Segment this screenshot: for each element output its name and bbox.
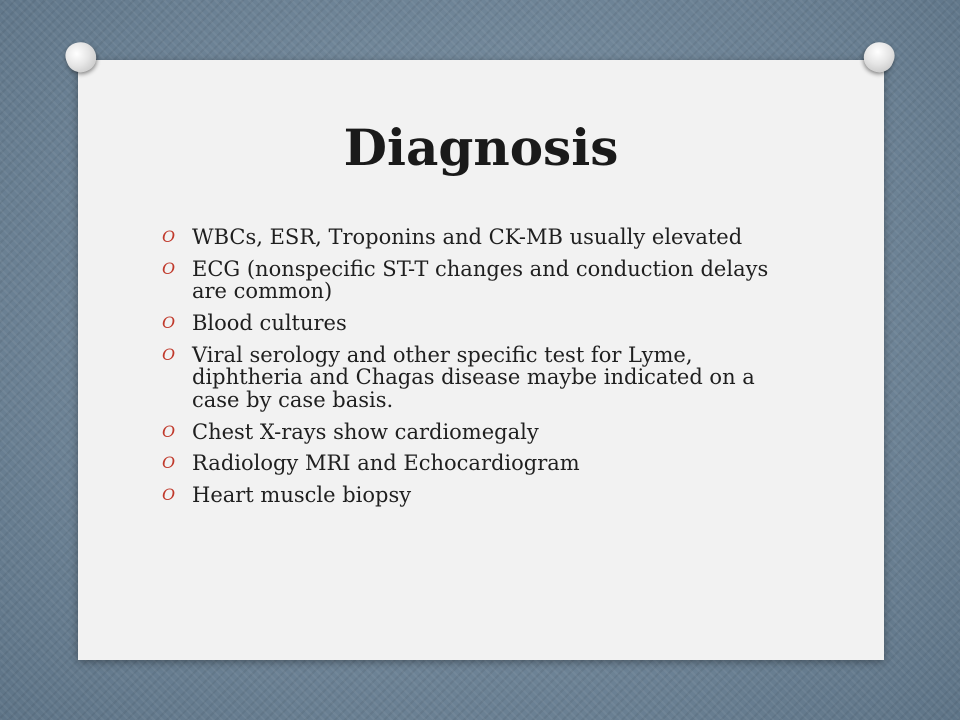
bullet-marker: O xyxy=(162,485,176,505)
slide-title: Diagnosis xyxy=(343,118,619,177)
bullet-marker: O xyxy=(162,344,176,364)
bullet-marker: O xyxy=(162,227,176,246)
bullet-marker: O xyxy=(162,453,176,473)
bullet-list xyxy=(162,226,792,516)
list-item-text: Radiology MRI and Echocardiogram xyxy=(192,451,580,476)
list-item-text: Heart muscle biopsy xyxy=(192,483,412,508)
bullet-marker: O xyxy=(162,313,176,333)
list-item-text: Viral serology and other specific test for Lyme, diphtheria and Chagas disease maybe indicated on a case by case basis. xyxy=(192,342,755,413)
list-item xyxy=(162,421,792,444)
list-item-text: Blood cultures xyxy=(192,311,347,336)
list-item xyxy=(162,344,792,412)
list-item-text: Chest X-rays show cardiomegaly xyxy=(192,419,539,444)
list-item xyxy=(162,226,792,249)
list-item xyxy=(162,258,792,303)
list-item xyxy=(162,484,792,507)
list-item xyxy=(162,312,792,335)
list-item-text: ECG (nonspecific ST-T changes and conduction delays are common) xyxy=(192,256,769,304)
list-item xyxy=(162,452,792,475)
bullet-marker: O xyxy=(162,258,176,278)
bullet-marker: O xyxy=(162,421,176,441)
list-item-text: WBCs, ESR, Troponins and CK-MB usually elevated xyxy=(192,225,743,249)
